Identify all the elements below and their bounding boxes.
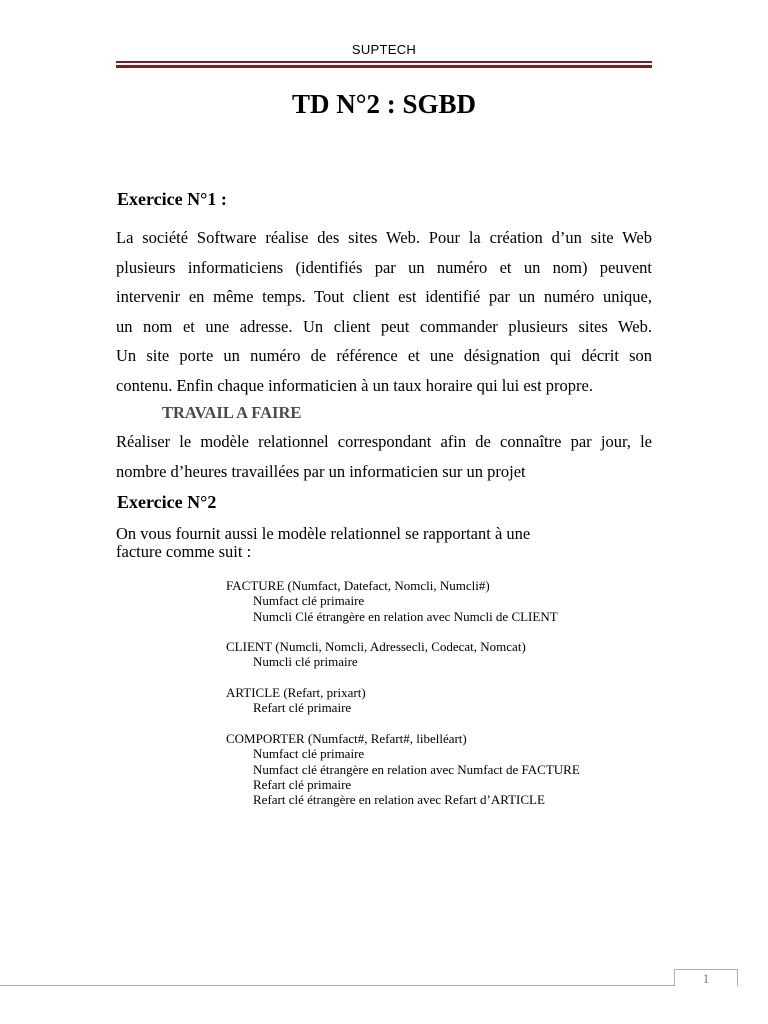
relation-attribute: Refart clé étrangère en relation avec Refart d’ARTICLE [253,792,545,808]
exercise1-line: Un site porte un numéro de référence et une désignation qui décrit son [116,346,652,366]
relation-attribute: Refart clé primaire [253,776,352,792]
exercise1-line: La société Software réalise des sites Web. Pour la création d’un site Web [116,228,652,247]
exercise1-line: contenu. Enfin chaque informaticien à un taux horaire qui lui est propre. [116,375,593,395]
intro-line: facture comme suit : [116,542,252,561]
exercise1-line: un nom et une adresse. Un client peut commander plusieurs sites Web. [116,316,652,336]
relation-signature: FACTURE (Numfact, Datefact, Nomcli, Numcli#) [226,578,490,593]
relation-article [226,685,580,716]
header-rule [116,61,652,68]
relation-attribute: Numcli clé primaire [253,654,358,670]
relation-attribute: Numfact clé étrangère en relation avec Numfact de FACTURE [253,761,580,777]
task-line: Réaliser le modèle relationnel correspondant afin de connaître par jour, le [116,432,652,451]
relation-signature: COMPORTER (Numfact#, Refart#, libelléart) [226,730,467,746]
running-header: SUPTECH [351,42,417,57]
header-rule-thick [116,65,652,68]
exercise1-heading: Exercice N°1 : [117,189,227,209]
exercise1-line: plusieurs informaticiens (identifiés par un numéro et un nom) peuvent [116,257,652,277]
relation-attribute: Numfact clé primaire [253,746,365,762]
footer-rule [0,985,674,986]
page-number: 1 [674,969,738,986]
relational-schema [226,578,580,823]
exercise1-paragraph [116,223,652,401]
relation-signature: CLIENT (Numcli, Nomcli, Adressecli, Codecat, Nomcat) [226,639,526,655]
relation-facture [226,578,580,624]
document-title: TD N°2 : SGBD [291,89,477,119]
task-line: nombre d’heures travaillées par un informaticien sur un projet [116,461,526,481]
exercise2-heading: Exercice N°2 [117,492,217,512]
exercise1-line: intervenir en même temps. Tout client est identifié par un numéro unique, [116,287,652,307]
relation-attribute: Refart clé primaire [253,700,352,716]
intro-line: On vous fournit aussi le modèle relationnel se rapportant à une [116,524,531,543]
relation-attribute: Numcli Clé étrangère en relation avec Numcli de CLIENT [253,608,558,624]
relation-attribute: Numfact clé primaire [253,593,365,609]
relation-comporter [226,731,580,807]
exercise2-intro [116,525,530,561]
relation-client [226,639,580,670]
relation-signature: ARTICLE (Refart, prixart) [226,685,366,701]
task-heading: TRAVAIL A FAIRE [162,403,302,422]
task-paragraph [116,427,652,486]
